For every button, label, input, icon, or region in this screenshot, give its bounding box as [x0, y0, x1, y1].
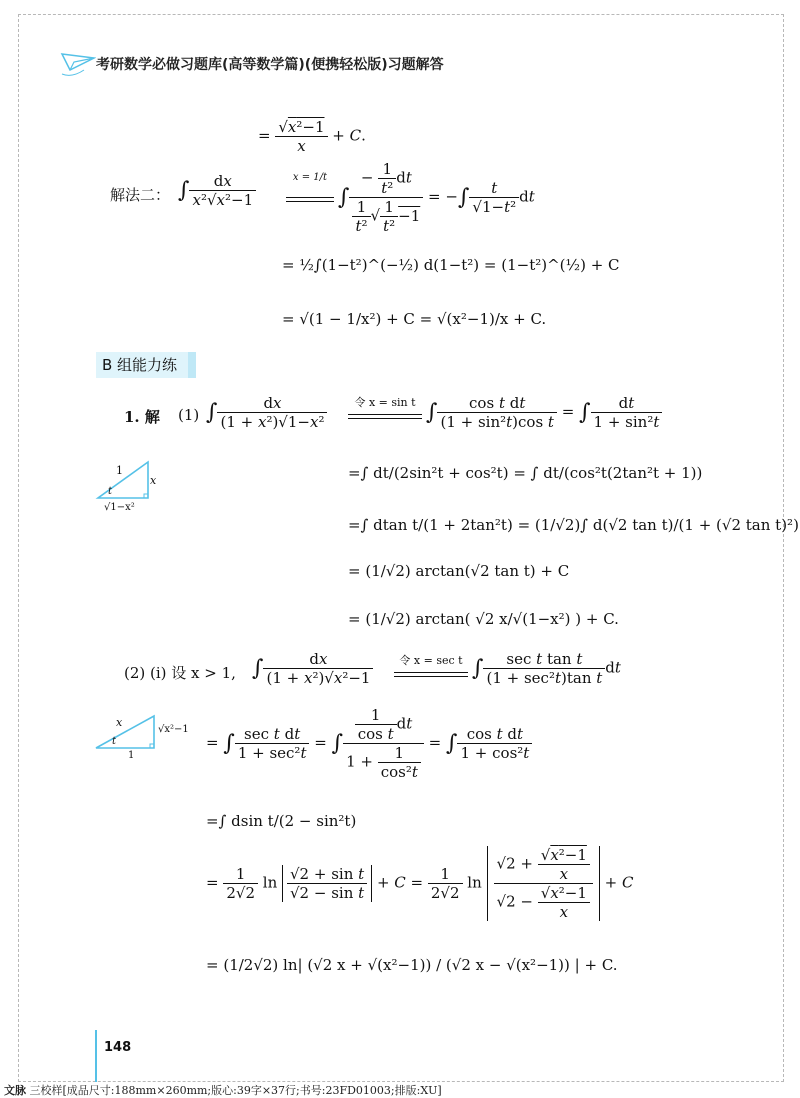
equation-line: = ∫ $\frac{\text{sec t dt}}{\text{1 + sec²t}}$ = ∫ $\frac{1}{\text{cos t}}$ dt 1 + $\frac{1}{\text{cos²t}}$ = ∫ $\frac{\text{cos t dt}}{\text{1 + cos²t}}$ — [206, 706, 532, 781]
equal-bar — [394, 672, 468, 677]
footer-brand: 文脉 — [4, 1084, 26, 1097]
triangle-adjacent-label: √1−x² — [104, 502, 135, 513]
equation-line: = $\frac{1}{2√2}$ ln $\frac{\text{√2 + sin t}}{\text{√2 − sin t}}$ + C = $\frac{1}{2√2}$ ln √2 + $\frac{\text{√x²−1}}{x}$ √2 − $\frac{\text{√x²−1}}{x}$ + C — [206, 846, 634, 921]
substitution-note: 令 x = sec t — [399, 654, 463, 667]
print-footer — [4, 1082, 442, 1098]
equation-line: = (1/√2) arctan(√2 tan t) + C — [348, 562, 570, 580]
problem-part: (1) — [178, 406, 200, 424]
footer-text: 三校样[成品尺寸:188mm×260mm;版心:39字×37行;书号:23FD01003;排版:XU] — [29, 1084, 442, 1097]
triangle-hypotenuse-label: 1 — [116, 464, 123, 477]
substitution-note: x = 1/t — [292, 172, 328, 183]
equal-bar — [348, 414, 422, 419]
equation-line: ∫ $\frac{\text{sec t tan t}}{\text{(1 + sec²t)tan t}}$ dt — [472, 650, 621, 687]
header-title: 考研数学必做习题库(高等数学篇)(便携轻松版)习题解答 — [96, 57, 444, 73]
equation-line: =∫ dtan t/(1 + 2tan²t) = (1/√2)∫ d(√2 tan t)/(1 + (√2 tan t)²) — [348, 516, 799, 534]
equation-line: = √(1 − 1/x²) + C = √(x²−1)/x + C. — [282, 310, 547, 328]
equation-line: ∫ $\frac{dx}{\text{(1 + x²)√1−x²}}$ — [206, 394, 327, 431]
page-number: 148 — [104, 1040, 132, 1055]
triangle-adjacent-label: 1 — [128, 750, 135, 761]
equation-line: ∫ $\frac{dx}{\text{x²√x²−1}}$ — [178, 172, 256, 209]
equation-line: = ½∫(1−t²)^(−½) d(1−t²) = (1−t²)^(½) + C — [282, 256, 620, 274]
equation-line: = (1/√2) arctan( √2 x/√(1−x²) ) + C. — [348, 610, 619, 628]
equal-bar — [286, 197, 334, 202]
right-triangle-diagram — [92, 712, 162, 762]
equation-line: = (1/2√2) ln| (√2 x + √(x²−1)) / (√2 x − √(x²−1)) | + C. — [206, 956, 618, 974]
problem-lead: (2) (i) 设 x > 1, — [124, 664, 236, 682]
equation-line: = $\frac{\text{√x²−1}}{x}$ + C. — [258, 118, 366, 155]
triangle-opposite-label: √x²−1 — [158, 724, 189, 735]
problem-number: 1. 解 — [124, 408, 160, 426]
page-number-rule — [95, 1030, 97, 1082]
triangle-angle-label: t — [108, 486, 113, 497]
equation-line: =∫ dt/(2sin²t + cos²t) = ∫ dt/(cos²t(2tan²t + 1)) — [348, 464, 703, 482]
equation-line: ∫ $\frac{dx}{\text{(1 + x²)√x²−1}}$ — [252, 650, 373, 687]
equation-line: =∫ dsin t/(2 − sin²t) — [206, 812, 357, 830]
method2-label: 解法二： — [110, 186, 171, 204]
substitution-note: 令 x = sin t — [354, 396, 416, 409]
equation-line: ∫ − $\frac{1}{\text{t²}}$ dt $\frac{1}{\text{t²}}$ √ $\frac{1}{\text{t²}}$ −1 = −∫ $\frac{t}{\text{√1−t²}}$ dt — [338, 160, 535, 235]
equation-line: ∫ $\frac{\text{cos t dt}}{\text{(1 + sin²t)cos t}}$ = ∫ $\frac{dt}{\text{1 + sin²t}}$ — [426, 394, 662, 431]
triangle-hypotenuse-label: x — [116, 716, 123, 729]
triangle-opposite-label: x — [150, 474, 157, 487]
triangle-angle-label: t — [112, 736, 117, 747]
section-label: B 组能力练 — [96, 352, 188, 378]
